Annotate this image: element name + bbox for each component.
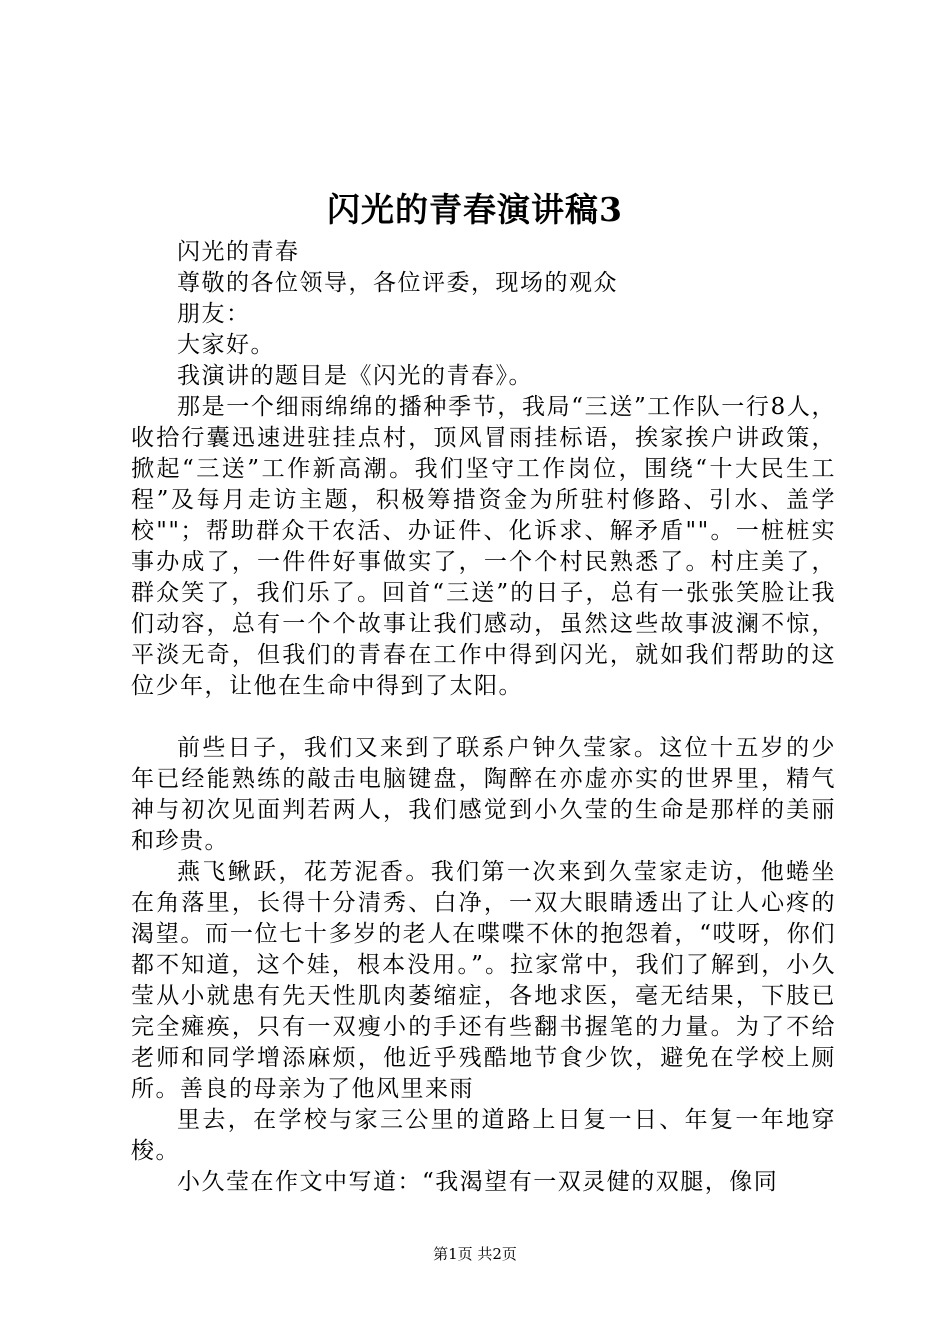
document-body [131, 237, 836, 1198]
paragraph-greeting: 大家好。 [177, 332, 275, 358]
paragraph-salutation: 尊敬的各位领导，各位评委，现场的观众 [177, 270, 618, 296]
paragraph-body: 那是一个细雨绵绵的播种季节，我局“三送”工作队一行8人，收拾行囊迅速进驻挂点村，顶风冒雨挂标语，挨家挨户讲政策，掀起“三送”工作新高潮。我们坚守工作岗位，围绕“十大民生工程”及每月走访主题，积极筹措资金为所驻村修路、引水、盖学校""；帮助群众干农活、办证件、化诉求、解矛盾""。一桩桩实事办成了，一件件好事做实了，一个个村民熟悉了。村庄美了，群众笑了，我们乐了。回首“三送”的日子，总有一张张笑脸让我们动容，总有一个个故事让我们感动，虽然这些故事波澜不惊，平淡无奇，但我们的青春在工作中得到闪光，就如我们帮助的这位少年，让他在生命中得到了太阳。 [131, 394, 836, 699]
paragraph-salutation-end: 朋友： [177, 301, 251, 327]
paragraph-body: 里去，在学校与家三公里的道路上日复一日、年复一年地穿梭。 [131, 1107, 836, 1164]
page-footer: 第1页 共2页 [433, 1245, 517, 1263]
page-title: 闪光的青春演讲稿3 [327, 190, 623, 229]
paragraph-body: 小久莹在作文中写道：“我渴望有一双灵健的双腿，像同 [177, 1169, 779, 1195]
paragraph-body: 燕飞鳅跃，花芳泥香。我们第一次来到久莹家走访，他蜷坐在角落里，长得十分清秀、白净，一双大眼睛透出了让人心疼的渴望。而一位七十多岁的老人在喋喋不休的抱怨着，“哎呀，你们都不知道，这个娃，根本没用。”。拉家常中，我们了解到，小久莹从小就患有先天性肌肉萎缩症，各地求医，毫无结果，下肢已完全瘫痪，只有一双瘦小的手还有些翻书握笔的力量。为了不给老师和同学增添麻烦，他近乎残酷地节食少饮，避免在学校上厕所。善良的母亲为了他风里来雨 [131, 859, 836, 1102]
paragraph-topic: 我演讲的题目是《闪光的青春》。 [177, 363, 533, 389]
paragraph-subtitle: 闪光的青春 [177, 239, 300, 265]
paragraph-body: 前些日子，我们又来到了联系户钟久莹家。这位十五岁的少年已经能熟练的敲击电脑键盘，陶醉在亦虚亦实的世界里，精气神与初次见面判若两人，我们感觉到小久莹的生命是那样的美丽和珍贵。 [131, 735, 836, 854]
